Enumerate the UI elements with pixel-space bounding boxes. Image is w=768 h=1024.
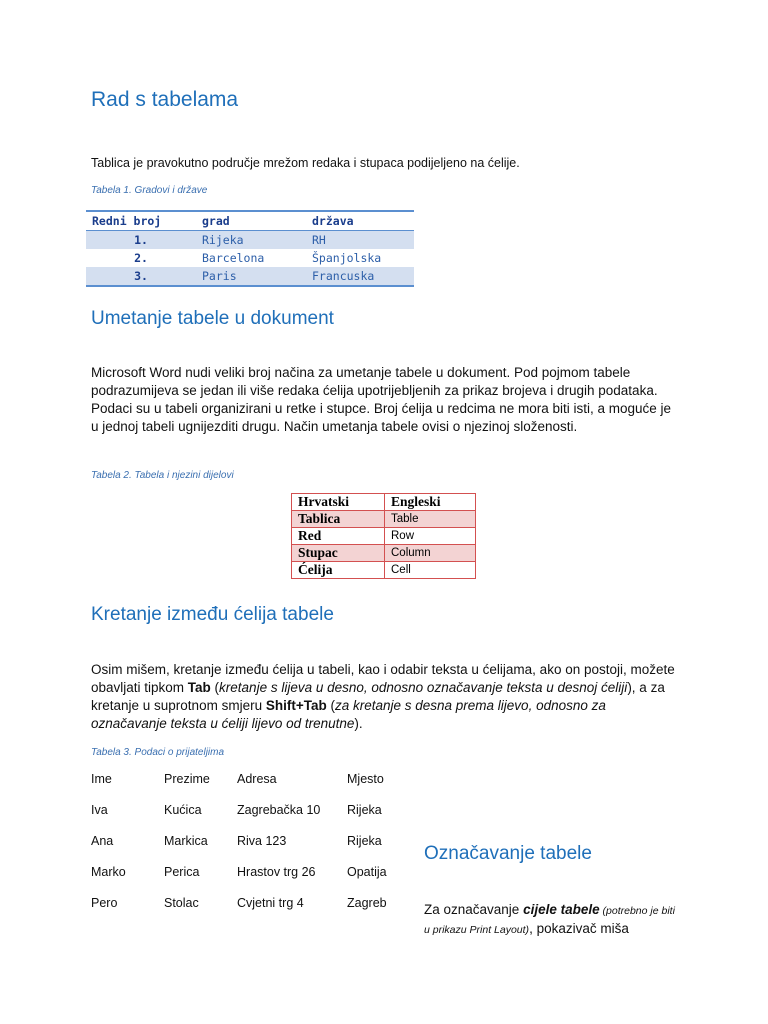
text-run: , pokazivač miša [529,921,629,936]
table-row [86,267,414,286]
column-header: Engleski [385,494,476,511]
table-cell: 3. [86,267,196,286]
table-cell: Španjolska [312,251,382,265]
table2-caption: Tabela 2. Tabela i njezini dijelovi [91,470,234,481]
table-cell: Table [385,511,476,528]
table1-caption: Tabela 1. Gradovi i države [91,185,208,196]
table-cell: Riva 123 [237,834,287,848]
table-cell: Red [292,528,385,545]
bold-italic-text: cijele tabele [523,902,600,917]
parts-table [291,493,476,579]
table-header-row [292,494,476,511]
text-run: Za označavanje [424,902,524,917]
column-header: Ime [91,772,112,786]
table-row [292,545,476,562]
table-row [86,249,414,267]
column-header: država [306,211,414,231]
table3-caption: Tabela 3. Podaci o prijateljima [91,747,225,758]
section-heading-kretanje: Kretanje između ćelija tabele [91,604,334,625]
table-cell: Rijeka [196,231,306,250]
table-cell: Perica [164,865,200,879]
italic-text: za kretanje s desna prema lijevo, odnosno za označavanje teksta u ćeliji lijevo od trenutne [91,698,606,731]
text-run: ). [354,716,363,731]
table-cell: Pero [91,896,118,910]
table-cell: Iva [91,803,108,817]
text-run: ( [210,680,220,695]
page-title: Rad s tabelama [91,88,239,111]
table-header-row [86,211,414,231]
key-name: Tab [187,680,211,695]
text-run: ( [326,698,335,713]
table-cell: Ana [91,834,114,848]
table-cell: 2. [134,251,148,265]
table-cell: Zagrebačka 10 [237,803,321,817]
section1-body [91,364,681,436]
table-cell: 1. [86,231,196,250]
table-cell: Opatija [347,865,387,879]
table-cell: RH [306,231,414,250]
table-row [292,511,476,528]
column-header: Mjesto [347,772,384,786]
table-cell: Stupac [292,545,385,562]
table-row [292,528,476,545]
table-cell: Zagreb [347,896,387,910]
table-cell: Barcelona [202,251,265,265]
table-cell: Tablica [292,511,385,528]
table-cell: Cell [385,562,476,579]
column-header: Adresa [237,772,277,786]
table-cell: Francuska [306,267,414,286]
table-cell: Stolac [164,896,199,910]
column-header: Prezime [164,772,210,786]
column-header: grad [196,211,306,231]
table-cell: Kućica [164,803,202,817]
table-row [292,562,476,579]
table-cell: Column [385,545,476,562]
text-run: ), a za kretanje u suprotnom smjeru [91,680,665,713]
table-row [86,231,414,250]
table-cell: Marko [91,865,126,879]
cities-table [86,210,414,287]
column-header: Hrvatski [292,494,385,511]
italic-text: kretanje s lijeva u desno, odnosno označavanje teksta u desnoj ćeliji [219,680,628,695]
table-cell: Cvjetni trg 4 [237,896,304,910]
table-cell: Hrastov trg 26 [237,865,316,879]
section1-paragraph-2: Podaci su u tabeli organizirani u retke i stupce. Broj ćelija u redcima ne mora biti isti, a moguće je u jednoj tabeli ugnijezditi drugu. Način umetanja tabele ovisi o njezinoj složenosti. [91,401,672,434]
section1-paragraph-1: Microsoft Word nudi veliki broj načina za umetanje tabele u dokument. Pod pojmom tabele podrazumijeva se jedan ili više redaka ćelija upotrijebljenih za prikaz brojeva i drugih podataka. [91,365,658,398]
text-run: Osim mišem, kretanje između ćelija u tabeli, kao i odabir teksta u ćelijama, ako on postoji, možete obavljati tipkom [91,662,675,695]
section3-paragraph [424,901,679,939]
intro-paragraph: Tablica je pravokutno područje mrežom redaka i stupaca podijeljeno na ćelije. [91,156,520,170]
table-cell: Markica [164,834,208,848]
section2-paragraph [91,661,681,733]
column-header: Redni broj [86,211,196,231]
table-cell: Rijeka [347,834,382,848]
table-cell: Ćelija [292,562,385,579]
small-italic-text: (potrebno je biti u prikazu Print Layout) [424,905,675,936]
key-name: Shift+Tab [265,698,327,713]
section-heading-umetanje: Umetanje tabele u dokument [91,308,334,329]
table-cell: Paris [196,267,306,286]
table-cell: Row [385,528,476,545]
table-cell: Rijeka [347,803,382,817]
section-heading-oznacavanje: Označavanje tabele [424,843,592,864]
